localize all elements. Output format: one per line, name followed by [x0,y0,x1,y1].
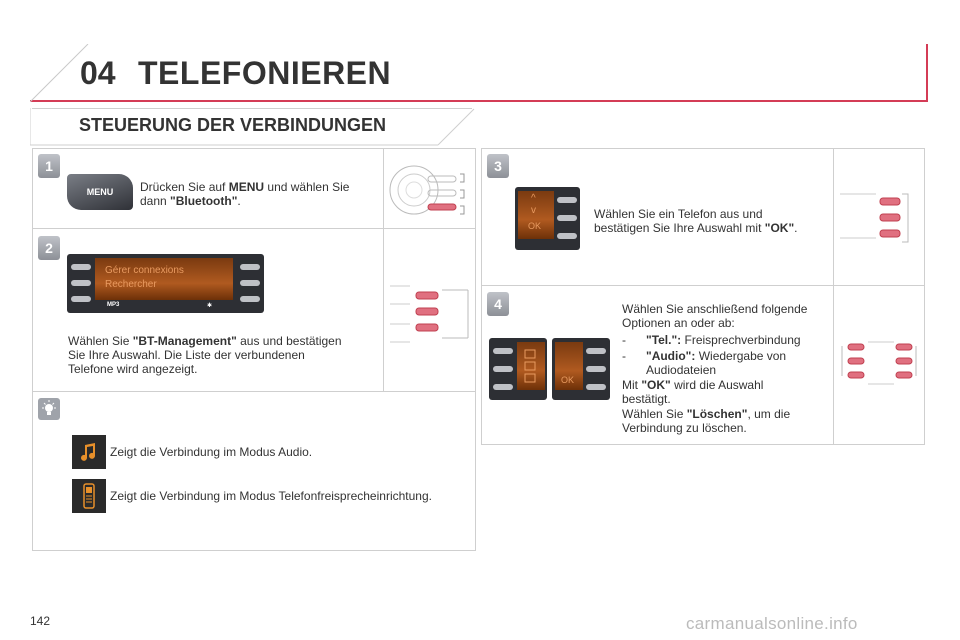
divider [481,285,925,286]
divider [833,148,834,445]
step4-option-audio: - "Audio": Wiedergabe von Audiodateien [622,349,787,377]
step4-text: Wählen Sie anschließend folgende Optionen an oder ab: [622,302,808,330]
music-note-icon [72,435,106,469]
mp3-label: MP3 [107,302,120,308]
ok-label: OK [528,221,542,231]
button-panel-diagram-3 [838,188,920,248]
section-title: STEUERUNG DER VERBINDUNGEN [79,115,387,135]
display-screen-step4a [489,338,547,400]
bluetooth-icon: ✱ [207,303,213,309]
mobile-phone-icon [72,479,106,513]
tip-audio-text: Zeigt die Verbindung im Modus Audio. [110,445,313,459]
chapter-title: TELEFONIEREN [138,55,392,91]
lightbulb-icon [38,398,60,420]
menu-button: MENU [67,174,133,210]
divider [32,228,476,229]
step-badge-4: 4 [487,292,509,316]
step3-text: Wählen Sie ein Telefon aus und bestätigen Sie Ihre Auswahl mit "OK". [594,207,798,235]
button-panel-diagram-4 [838,336,920,390]
step2-text: Wählen Sie "BT-Management" aus und bestätigen Sie Ihre Auswahl. Die Liste der verbundenen Telefone wird angezeigt. [68,334,342,376]
tip-phone-text: Zeigt die Verbindung im Modus Telefonfreisprecheinrichtung. [110,489,432,503]
step4-delete-text: Wählen Sie "Löschen", um die Verbindung zu löschen. [622,407,791,435]
step-badge-1: 1 [38,154,60,178]
display-screen-step4b [552,338,610,400]
step-badge-3: 3 [487,154,509,178]
screen-line-1: Gérer connexions [105,265,184,276]
divider [32,391,476,392]
step4-ok-text: Mit "OK" wird die Auswahl bestätigt. [622,378,764,406]
step4-option-tel: - "Tel.": Freisprechverbindung [622,333,801,347]
display-screen [67,254,264,313]
step1-text: Drücken Sie auf MENU und wählen Sie dann "Bluetooth". [140,180,350,208]
divider [383,148,384,391]
ok-label-4: OK [561,375,575,385]
button-panel-diagram [388,284,474,344]
radio-knob-diagram [388,156,474,224]
watermark: carmanualsonline.info [686,614,858,633]
display-screen-step3: ^ v OK [515,187,580,250]
step-badge-2: 2 [38,236,60,260]
screen-line-2: Rechercher [105,279,157,290]
page-number: 142 [30,614,51,628]
chapter-number: 04 [80,55,116,91]
